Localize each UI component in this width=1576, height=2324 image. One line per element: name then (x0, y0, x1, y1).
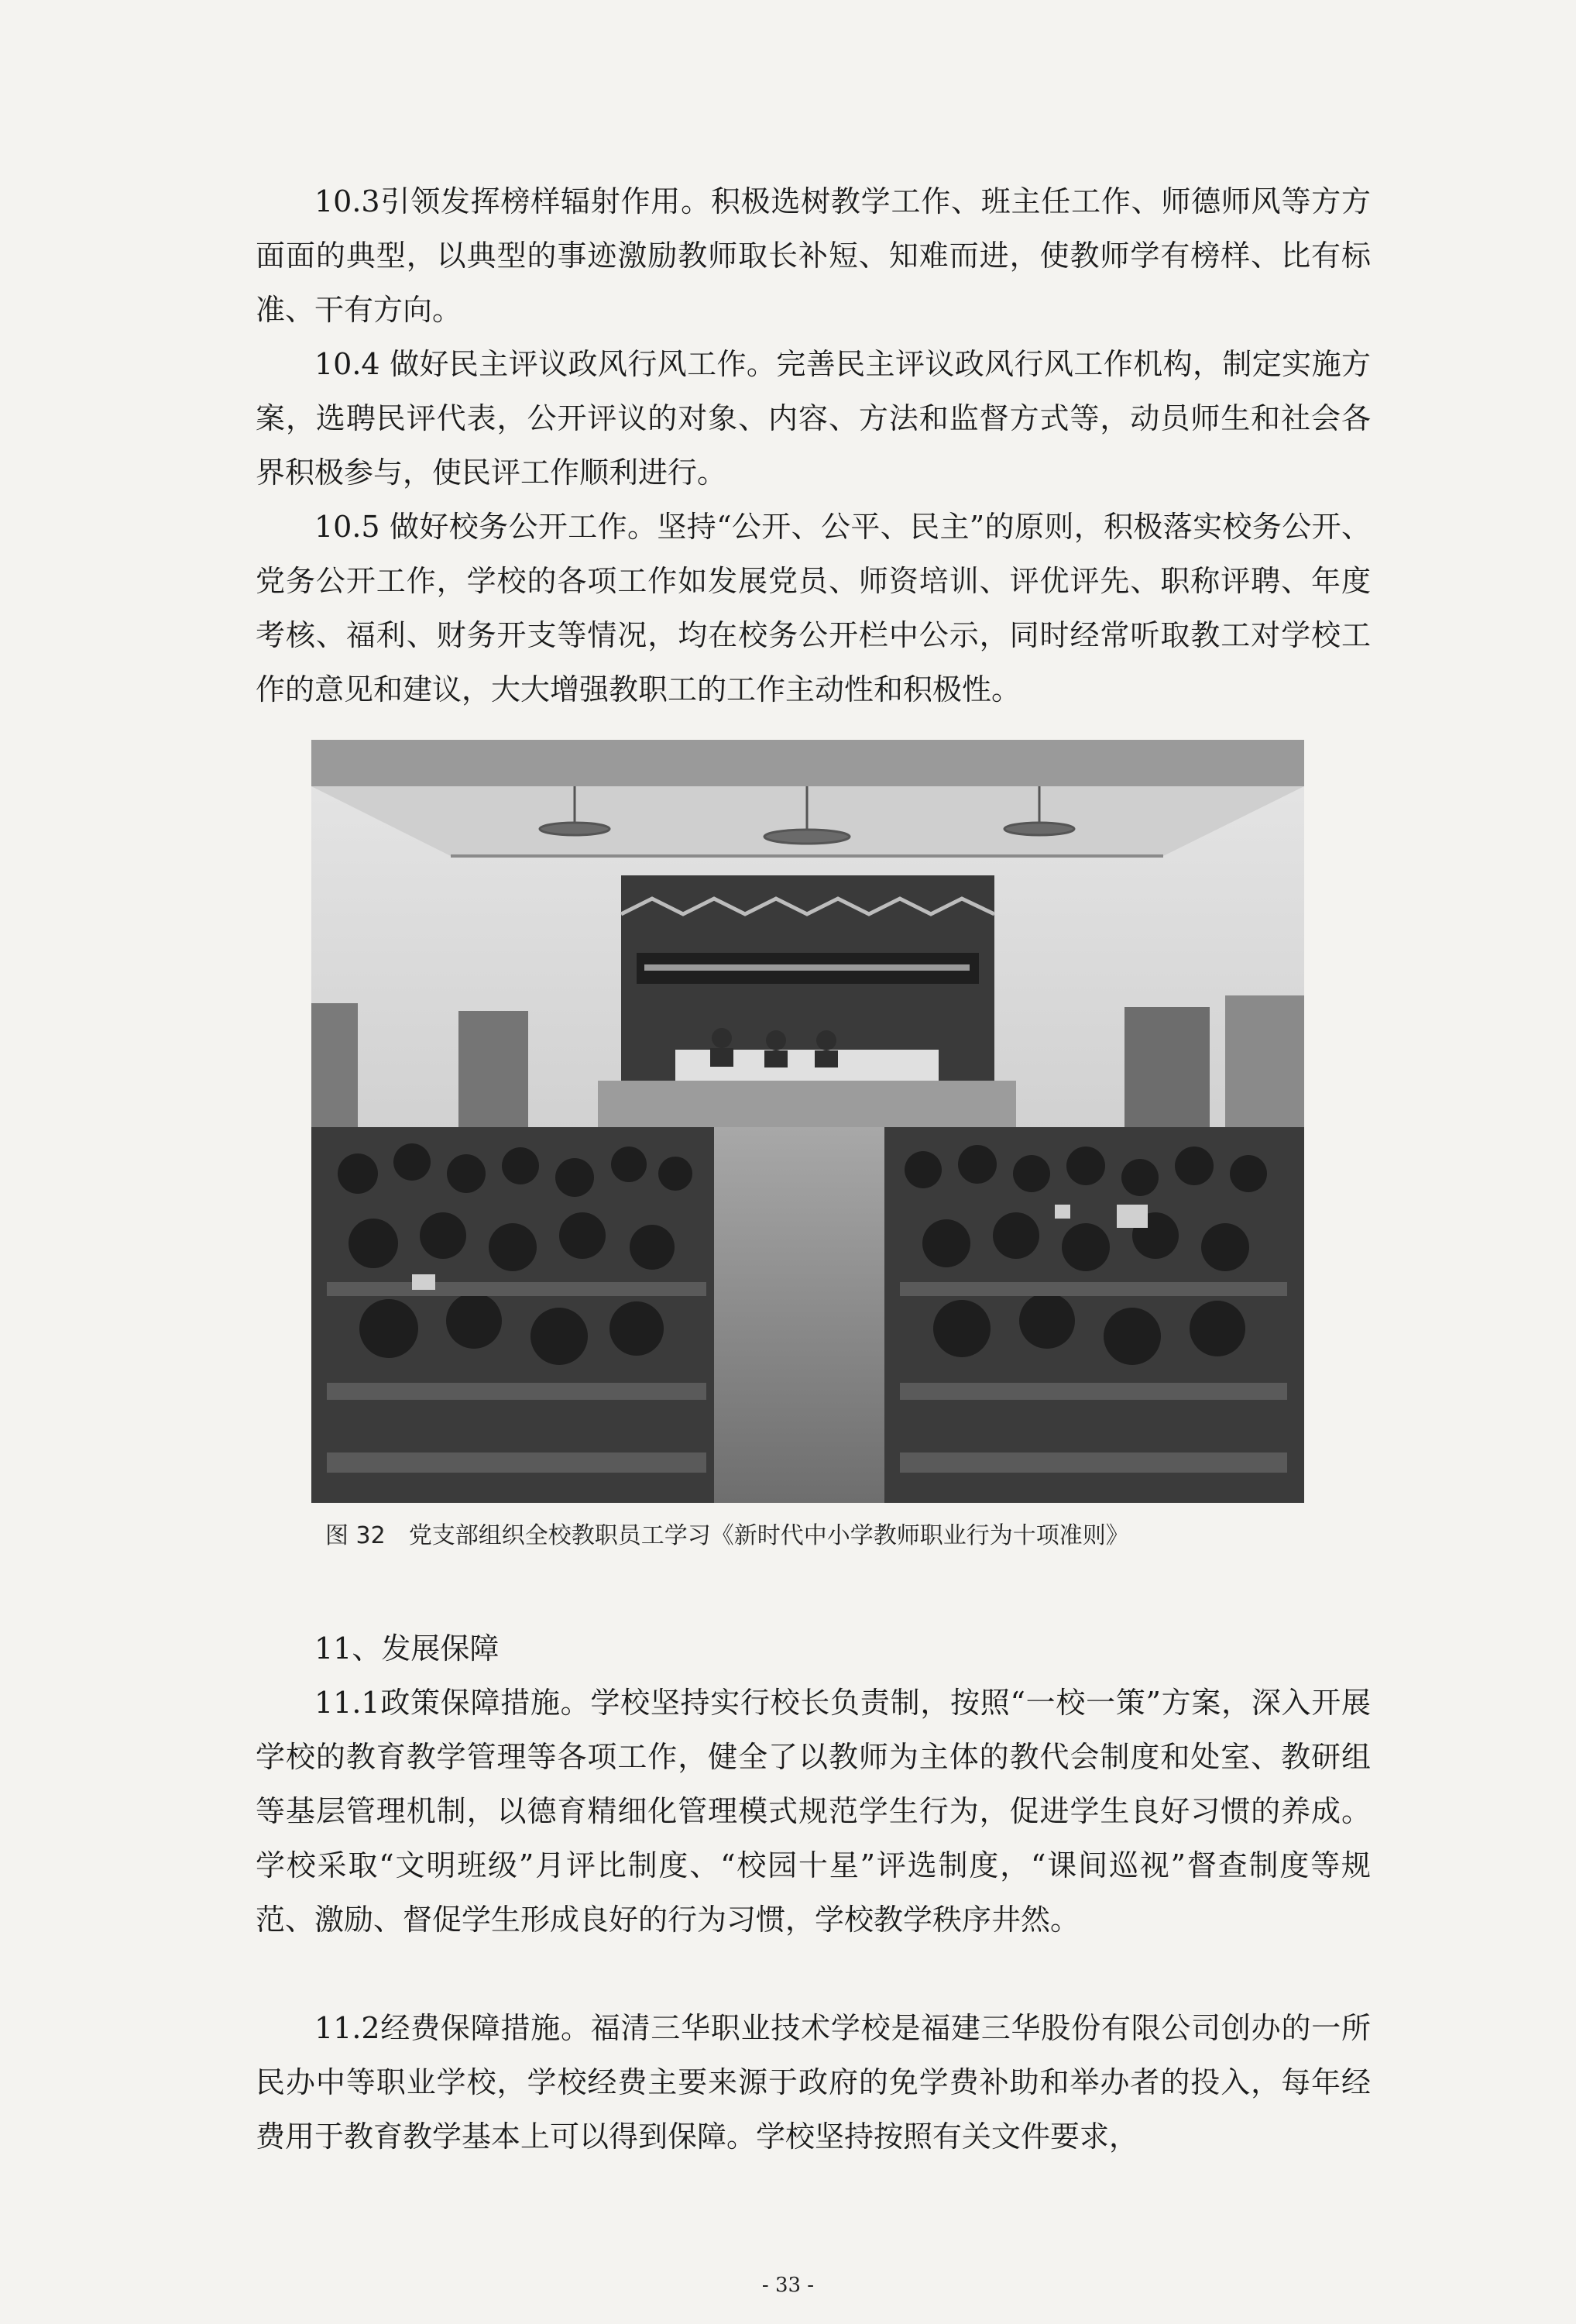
figure-caption: 图 32 党支部组织全校教职员工学习《新时代中小学教师职业行为十项准则》 (325, 1522, 1129, 1549)
paragraph-10-5: 10.5 做好校务公开工作。坚持“公开、公平、民主”的原则，积极落实校务公开、党务公开工作，学校的各项工作如发展党员、师资培训、评优评先、职称评聘、年度考核、福利、财务开支等情况，均在校务公开栏中公示，同时经常听取教工对学校工作的意见和建议，大大增强教职工的工作主动性和积极性。 (256, 510, 1371, 706)
paragraph-10-3: 10.3引领发挥榜样辐射作用。积极选树教学工作、班主任工作、师德师风等方方面面的典型，以典型的事迹激励教师取长补短、知难而进，使教师学有榜样、比有标准、干有方向。 (256, 184, 1371, 327)
paragraph-11-1: 11.1政策保障措施。学校坚持实行校长负责制，按照“一校一策”方案，深入开展学校的教育教学管理等各项工作，健全了以教师为主体的教代会制度和处室、教研组等基层管理机制，以德育精细化管理模式规范学生行为，促进学生良好习惯的养成。学校采取“文明班级”月评比制度、“校园十星”评选制度，“课间巡视”督查制度等规范、激励、督促学生形成良好的行为习惯，学校教学秩序井然。 (256, 1686, 1371, 1937)
paragraph-10-4: 10.4 做好民主评议政风行风工作。完善民主评议政风行风工作机构，制定实施方案，选聘民评代表，公开评议的对象、内容、方法和监督方式等，动员师生和社会各界积极参与，使民评工作顺利进行。 (256, 347, 1371, 490)
paragraph-11-2: 11.2经费保障措施。福清三华职业技术学校是福建三华股份有限公司创办的一所民办中等职业学校，学校经费主要来源于政府的免学费补助和举办者的投入，每年经费用于教育教学基本上可以得到保障。学校坚持按照有关文件要求， (256, 2011, 1371, 2154)
section-heading: 11、发展保障 (314, 1631, 500, 1666)
page-number: - 33 - (761, 2274, 815, 2297)
meeting-photo-illustration (311, 740, 1304, 1503)
meeting-photo (311, 740, 1304, 1503)
